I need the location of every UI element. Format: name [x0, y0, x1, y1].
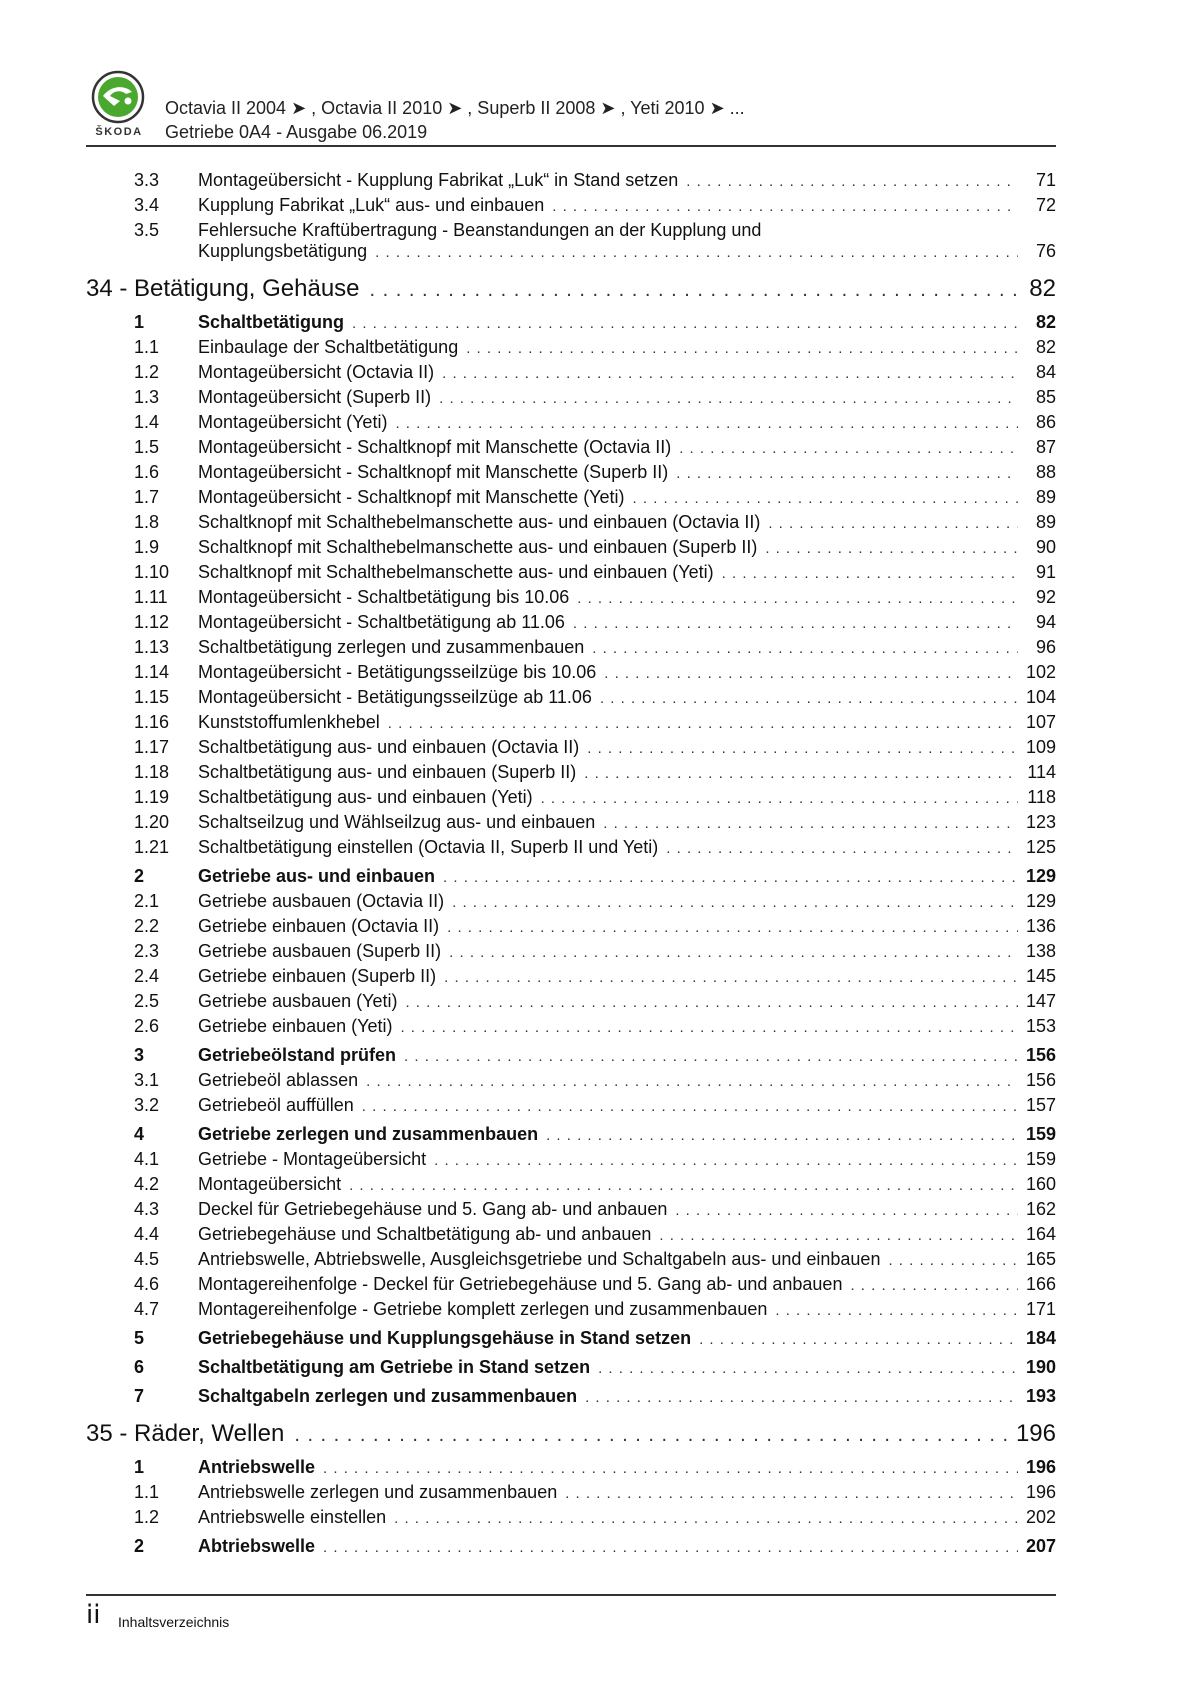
toc-entry[interactable]: 1.2 Antriebswelle einstellen . . . 202 — [86, 1505, 1056, 1530]
toc-section-5[interactable]: 5 Getriebegehäuse und Kupplungsgehäuse in Stand setzen . . . 184 — [86, 1326, 1056, 1351]
toc-entry[interactable]: 3.1 Getriebeöl ablassen . . . 156 — [86, 1068, 1056, 1093]
toc-entry[interactable]: 1.12 Montageübersicht - Schaltbetätigung ab 11.06 . . . 94 — [86, 610, 1056, 635]
toc-entry[interactable]: 4.5 Antriebswelle, Abtriebswelle, Ausgleichsgetriebe und Schaltgabeln aus- und einbauen . . . 165 — [86, 1247, 1056, 1272]
section-1-entries — [86, 310, 1056, 860]
toc-section-6[interactable]: 6 Schaltbetätigung am Getriebe in Stand setzen . . . 190 — [86, 1355, 1056, 1380]
chapter-35-heading[interactable]: 35 - Räder, Wellen . . . 196 — [86, 1417, 1056, 1451]
toc-entry[interactable]: 1.20 Schaltseilzug und Wählseilzug aus- und einbauen . . . 123 — [86, 810, 1056, 835]
toc-entry[interactable]: 4.7 Montagereihenfolge - Getriebe komplett zerlegen und zusammenbauen . . . 171 — [86, 1297, 1056, 1322]
toc-entry[interactable]: 1.17 Schaltbetätigung aus- und einbauen (Octavia II) . . . 109 — [86, 735, 1056, 760]
toc-entry[interactable]: 4.1 Getriebe - Montageübersicht . . . 159 — [86, 1147, 1056, 1172]
toc-entry[interactable]: 1.13 Schaltbetätigung zerlegen und zusammenbauen . . . 96 — [86, 635, 1056, 660]
toc-entry[interactable]: 1.10 Schaltknopf mit Schalthebelmanschette aus- und einbauen (Yeti) . . . 91 — [86, 560, 1056, 585]
toc-entry[interactable]: 3.3 Montageübersicht - Kupplung Fabrikat „Luk“ in Stand setzen . . . 71 — [86, 168, 1056, 193]
footer-title: Inhaltsverzeichnis — [118, 1614, 230, 1630]
table-of-contents — [86, 168, 1056, 1559]
brand-wordmark: ŠKODA — [95, 126, 143, 138]
toc-entry[interactable]: 1.8 Schaltknopf mit Schalthebelmanschette aus- und einbauen (Octavia II) . . . 89 — [86, 510, 1056, 535]
toc-entry[interactable]: 2.4 Getriebe einbauen (Superb II) . . . 145 — [86, 964, 1056, 989]
toc-section[interactable]: 2 Getriebe aus- und einbauen . . . 129 — [86, 864, 1056, 889]
page-header — [86, 66, 1056, 144]
toc-entry[interactable]: 1.7 Montageübersicht - Schaltknopf mit Manschette (Yeti) . . . 89 — [86, 485, 1056, 510]
toc-entry[interactable]: 3.2 Getriebeöl auffüllen . . . 157 — [86, 1093, 1056, 1118]
toc-entry[interactable]: 1.21 Schaltbetätigung einstellen (Octavia II, Superb II und Yeti) . . . 125 — [86, 835, 1056, 860]
toc-entry[interactable]: 1.16 Kunststoffumlenkhebel . . . 107 — [86, 710, 1056, 735]
toc-entry[interactable]: 3.5 Fehlersuche Kraftübertragung - Beanstandungen an der Kupplung und Kupplungsbetätigung . . . 76 — [86, 218, 1056, 264]
section-3-entries — [86, 1043, 1056, 1118]
toc-entry[interactable]: 1.3 Montageübersicht (Superb II) . . . 85 — [86, 385, 1056, 410]
toc-entry[interactable]: 1.11 Montageübersicht - Schaltbetätigung bis 10.06 . . . 92 — [86, 585, 1056, 610]
section-4-entries — [86, 1122, 1056, 1322]
toc-entry[interactable]: 2.5 Getriebe ausbauen (Yeti) . . . 147 — [86, 989, 1056, 1014]
toc-entry[interactable]: 1.15 Montageübersicht - Betätigungsseilzüge ab 11.06 . . . 104 — [86, 685, 1056, 710]
toc-entry[interactable]: 1.9 Schaltknopf mit Schalthebelmanschette aus- und einbauen (Superb II) . . . 90 — [86, 535, 1056, 560]
toc-section[interactable]: 3 Getriebeölstand prüfen . . . 156 — [86, 1043, 1056, 1068]
toc-entry[interactable]: 2.3 Getriebe ausbauen (Superb II) . . . 138 — [86, 939, 1056, 964]
toc-entry[interactable]: 1.6 Montageübersicht - Schaltknopf mit Manschette (Superb II) . . . 88 — [86, 460, 1056, 485]
toc-entry[interactable]: 2.1 Getriebe ausbauen (Octavia II) . . . 129 — [86, 889, 1056, 914]
chapter-35-entries — [86, 1455, 1056, 1530]
toc-entry[interactable]: 4.3 Deckel für Getriebegehäuse und 5. Gang ab- und anbauen . . . 162 — [86, 1197, 1056, 1222]
toc-entry[interactable]: 1.1 Antriebswelle zerlegen und zusammenbauen . . . 196 — [86, 1480, 1056, 1505]
header-models: Octavia II 2004 ➤ , Octavia II 2010 ➤ , Superb II 2008 ➤ , Yeti 2010 ➤ ... — [165, 98, 745, 118]
header-edition: Getriebe 0A4 - Ausgabe 06.2019 — [165, 122, 428, 142]
toc-section[interactable]: 1 Schaltbetätigung . . . 82 — [86, 310, 1056, 335]
toc-section-abtriebswelle[interactable]: 2 Abtriebswelle . . . 207 — [86, 1534, 1056, 1559]
chapter-34-heading[interactable]: 34 - Betätigung, Gehäuse . . . 82 — [86, 272, 1056, 306]
toc-section-7[interactable]: 7 Schaltgabeln zerlegen und zusammenbauen . . . 193 — [86, 1384, 1056, 1409]
toc-section[interactable]: 1 Antriebswelle . . . 196 — [86, 1455, 1056, 1480]
toc-entry[interactable]: 4.6 Montagereihenfolge - Deckel für Getriebegehäuse und 5. Gang ab- und anbauen . . . 166 — [86, 1272, 1056, 1297]
toc-entry[interactable]: 2.2 Getriebe einbauen (Octavia II) . . . 136 — [86, 914, 1056, 939]
footer-rule — [86, 1594, 1056, 1596]
toc-entry[interactable]: 1.18 Schaltbetätigung aus- und einbauen (Superb II) . . . 114 — [86, 760, 1056, 785]
page-number: ii — [86, 1600, 101, 1630]
page-footer — [86, 1600, 486, 1640]
toc-entry[interactable]: 2.6 Getriebe einbauen (Yeti) . . . 153 — [86, 1014, 1056, 1039]
toc-entry[interactable]: 3.4 Kupplung Fabrikat „Luk“ aus- und einbauen . . . 72 — [86, 193, 1056, 218]
toc-entry[interactable]: 4.4 Getriebegehäuse und Schaltbetätigung ab- und anbauen . . . 164 — [86, 1222, 1056, 1247]
toc-entry[interactable]: 1.14 Montageübersicht - Betätigungsseilzüge bis 10.06 . . . 102 — [86, 660, 1056, 685]
toc-entry[interactable]: 1.1 Einbaulage der Schaltbetätigung . . . 82 — [86, 335, 1056, 360]
toc-entry[interactable]: 1.2 Montageübersicht (Octavia II) . . . 84 — [86, 360, 1056, 385]
toc-section[interactable]: 4 Getriebe zerlegen und zusammenbauen . . . 159 — [86, 1122, 1056, 1147]
header-rule — [86, 145, 1056, 147]
section-2-entries — [86, 864, 1056, 1039]
toc-entry[interactable]: 1.5 Montageübersicht - Schaltknopf mit Manschette (Octavia II) . . . 87 — [86, 435, 1056, 460]
toc-entry[interactable]: 1.4 Montageübersicht (Yeti) . . . 86 — [86, 410, 1056, 435]
toc-entry[interactable]: 4.2 Montageübersicht . . . 160 — [86, 1172, 1056, 1197]
toc-entry[interactable]: 1.19 Schaltbetätigung aus- und einbauen (Yeti) . . . 118 — [86, 785, 1056, 810]
